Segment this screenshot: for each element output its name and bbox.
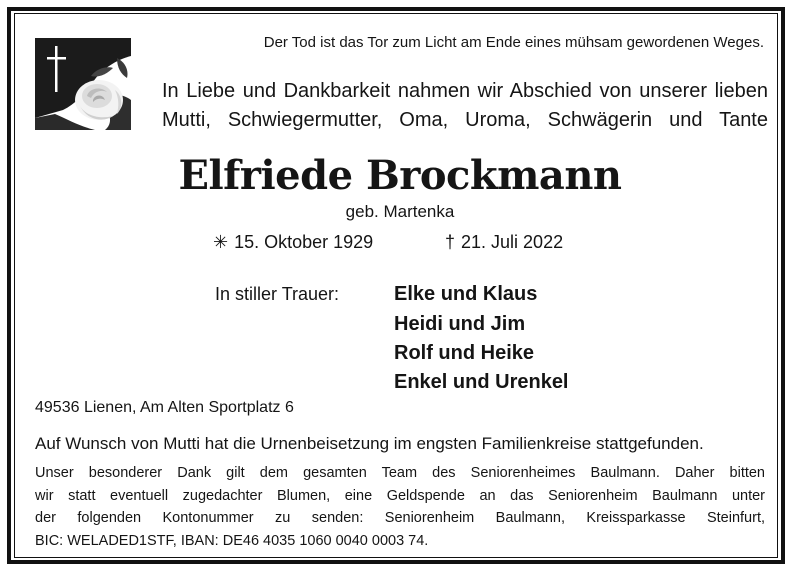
cross-and-rose-icon xyxy=(35,38,131,130)
motto: Der Tod ist das Tor zum Licht am Ende eines mühsam gewordenen Weges. xyxy=(263,34,764,51)
mourner-item: Rolf und Heike xyxy=(394,342,535,364)
mourner-item: Heidi und Jim xyxy=(394,313,526,335)
intro-line-1: In Liebe und Dankbarkeit nahmen wir Abschied von unserer lieben xyxy=(162,80,768,102)
death-cross-icon: † xyxy=(445,232,456,252)
thanks-paragraph xyxy=(35,462,765,552)
birth-star-icon: ✳ xyxy=(213,232,229,252)
mourner-item: Enkel und Urenkel xyxy=(394,371,569,393)
death-date xyxy=(445,232,563,253)
burial-notice: Auf Wunsch von Mutti hat die Urnenbeisetzung im engsten Familienkreise stattgefunden. xyxy=(35,434,704,453)
thanks-line: wir statt eventuell zugedachter Blumen, eine Geldspende an das Seniorenheim Baulmann unter xyxy=(35,487,765,504)
birth-date xyxy=(213,232,373,253)
thanks-line: der folgenden Kontonummer zu senden: Seniorenheim Baulmann, Kreissparkasse Steinfurt, xyxy=(35,510,765,526)
mourning-label: In stiller Trauer: xyxy=(215,284,340,304)
thanks-line: BIC: WELADED1STF, IBAN: DE46 4035 1060 0040 0003 74. xyxy=(35,532,429,549)
intro-line-2: Mutti, Schwiegermutter, Oma, Uroma, Schwägerin und Tante xyxy=(162,109,768,131)
deceased-name: Elfriede Brockmann xyxy=(178,152,622,199)
address: 49536 Lienen, Am Alten Sportplatz 6 xyxy=(35,399,294,416)
death-date-text: 21. Juli 2022 xyxy=(461,232,564,252)
mourner-item: Elke und Klaus xyxy=(394,283,538,305)
birth-date-text: 15. Oktober 1929 xyxy=(234,232,374,252)
thanks-line: Unser besonderer Dank gilt dem gesamten Team des Seniorenheimes Baulmann. Daher bitten xyxy=(35,465,765,481)
maiden-name: geb. Martenka xyxy=(345,202,455,221)
